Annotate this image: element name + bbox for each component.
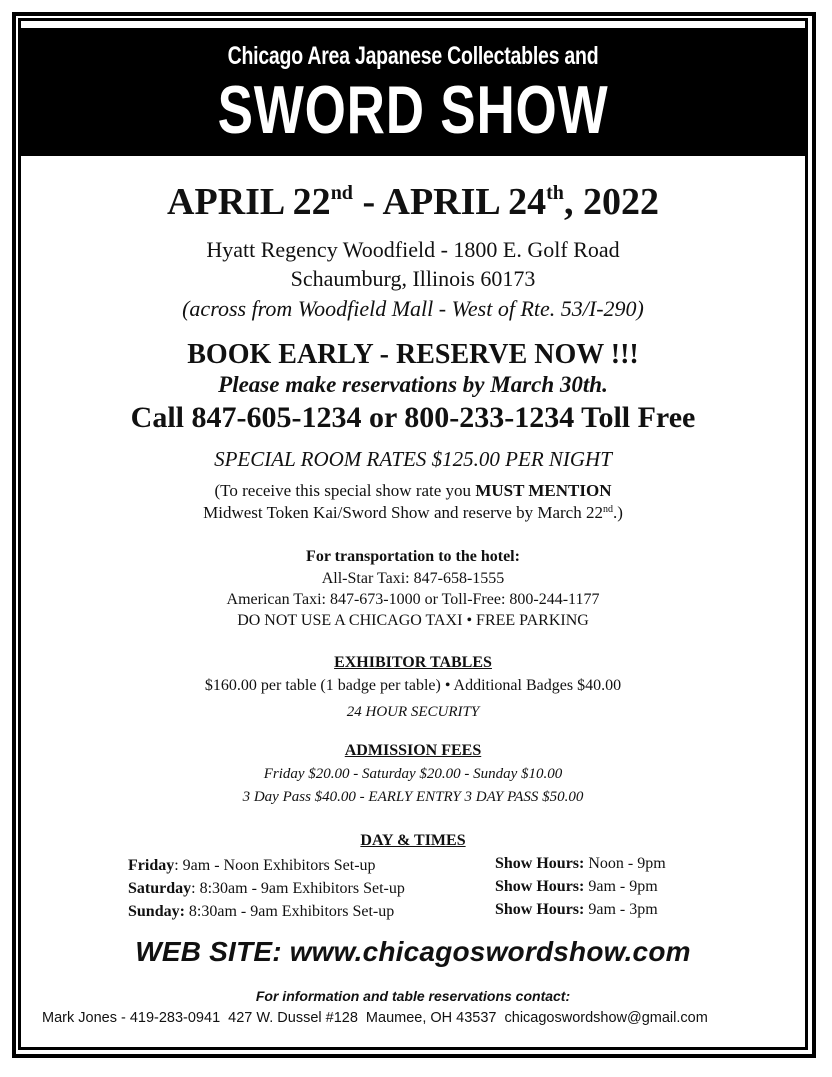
event-year: , 2022 [563,181,659,223]
transport-line-2: American Taxi: 847-673-1000 or Toll-Free: 800-244-1177 [226,591,600,608]
setup-day: Sunday: [128,903,185,920]
rate-condition-line-1 [21,481,805,501]
exhibitor-pricing: $160.00 per table (1 badge per table) • Additional Badges $40.00 [204,677,622,694]
contact-street: 427 W. Dussel #128 [228,1010,358,1026]
event-dates [21,180,805,224]
setup-sunday [128,903,394,921]
show-hours-label: Show Hours: [495,901,585,918]
exhibitor-heading: EXHIBITOR TABLES [334,654,492,671]
venue-line-2: Schaumburg, Illinois 60173 [290,266,536,291]
contact-name-phone: Mark Jones - 419-283-0941 [42,1010,221,1026]
rate-condition-text-2: Midwest Token Kai/Sword Show and reserve by March 22 [203,503,603,522]
end-date: - APRIL 24 [352,181,547,223]
rate-condition-emphasis: MUST MENTION [475,481,612,500]
website-link[interactable]: WEB SITE: www.chicagoswordshow.com [135,936,691,967]
rate-condition-suffix: nd [602,504,613,515]
rate-condition-line-2 [21,503,805,523]
setup-day: Friday [128,857,175,874]
setup-day: Saturday [128,880,192,897]
show-hours-time: 9am - 3pm [584,901,658,918]
show-hours-time: 9am - 9pm [584,878,658,895]
admission-pass: 3 Day Pass $40.00 - EARLY ENTRY 3 DAY PASS $50.00 [242,789,584,805]
setup-time: : 9am - Noon Exhibitors Set-up [174,857,376,874]
show-hours-sunday [495,901,658,919]
transport-line-1: All-Star Taxi: 847-658-1555 [321,570,505,587]
schedule-heading: DAY & TIMES [360,832,466,849]
setup-time: 8:30am - 9am Exhibitors Set-up [184,903,395,920]
contact-email[interactable]: chicagoswordshow@gmail.com [504,1010,708,1026]
rate-condition-end: .) [612,503,623,522]
setup-saturday [128,880,405,898]
rate-condition-text: (To receive this special show rate you [214,481,476,500]
venue-line-1: Hyatt Regency Woodfield - 1800 E. Golf Road [206,237,620,262]
show-hours-saturday [495,878,658,896]
admission-heading: ADMISSION FEES [344,742,482,759]
reservation-deadline: Please make reservations by March 30th. [218,372,608,397]
venue-line-3: (across from Woodfield Mall - West of Rte. 53/I-290) [182,296,644,321]
start-date: APRIL 22 [167,181,331,223]
banner-title: SWORD SHOW [217,72,609,148]
banner-subtitle: Chicago Area Japanese Collectables and [227,42,599,70]
room-rates: SPECIAL ROOM RATES $125.00 PER NIGHT [214,447,612,471]
end-date-suffix: th [546,182,564,204]
show-hours-label: Show Hours: [495,855,585,872]
reservation-phone: Call 847-605-1234 or 800-233-1234 Toll Free [130,401,696,434]
security-note: 24 HOUR SECURITY [346,704,480,720]
header-banner [21,28,805,156]
contact-line [42,1010,716,1026]
book-early-headline: BOOK EARLY - RESERVE NOW !!! [187,339,639,370]
transport-heading: For transportation to the hotel: [306,548,520,565]
contact-city: Maumee, OH 43537 [365,1010,497,1026]
setup-friday [128,857,376,875]
start-date-suffix: nd [330,182,353,204]
show-hours-time: Noon - 9pm [584,855,666,872]
show-hours-label: Show Hours: [495,878,585,895]
transport-line-3: DO NOT USE A CHICAGO TAXI • FREE PARKING [237,612,589,629]
admission-daily: Friday $20.00 - Saturday $20.00 - Sunday $10.00 [263,766,563,782]
show-hours-friday [495,855,666,873]
contact-heading: For information and table reservations contact: [255,988,571,1004]
setup-time: : 8:30am - 9am Exhibitors Set-up [191,880,405,897]
